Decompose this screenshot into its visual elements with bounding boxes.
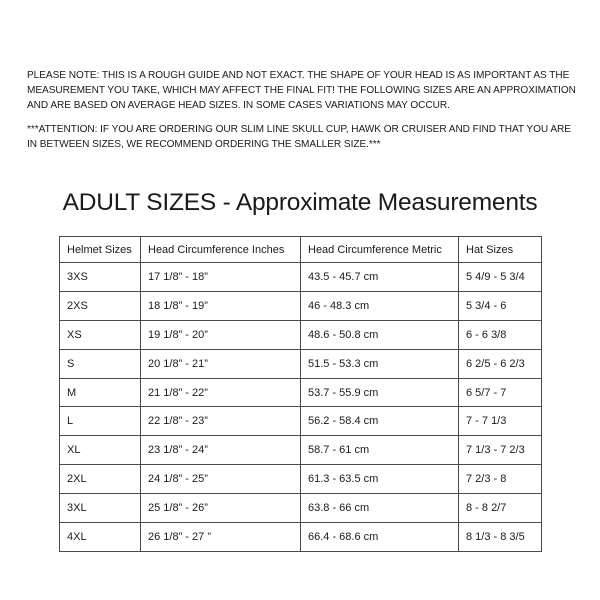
table-row <box>60 291 542 320</box>
helmet-size-cell: 3XL <box>60 494 141 523</box>
inches-cell: 18 1/8” - 19” <box>141 291 301 320</box>
metric-cell: 63.8 - 66 cm <box>301 494 459 523</box>
helmet-size-cell: 2XS <box>60 291 141 320</box>
helmet-size-cell: S <box>60 349 141 378</box>
hat-size-cell: 7 1/3 - 7 2/3 <box>459 436 542 465</box>
metric-cell: 53.7 - 55.9 cm <box>301 378 459 407</box>
inches-cell: 24 1/8” - 25” <box>141 465 301 494</box>
inches-cell: 22 1/8” - 23” <box>141 407 301 436</box>
hat-size-cell: 7 - 7 1/3 <box>459 407 542 436</box>
inches-cell: 19 1/8” - 20” <box>141 320 301 349</box>
metric-cell: 56.2 - 58.4 cm <box>301 407 459 436</box>
header-helmet-sizes: Helmet Sizes <box>60 237 141 263</box>
helmet-size-cell: XS <box>60 320 141 349</box>
hat-size-cell: 6 - 6 3/8 <box>459 320 542 349</box>
inches-cell: 20 1/8” - 21” <box>141 349 301 378</box>
metric-cell: 58.7 - 61 cm <box>301 436 459 465</box>
table-row <box>60 407 542 436</box>
header-circumference-metric: Head Circumference Metric <box>301 237 459 263</box>
inches-cell: 21 1/8” - 22” <box>141 378 301 407</box>
hat-size-cell: 6 2/5 - 6 2/3 <box>459 349 542 378</box>
helmet-size-cell: 3XS <box>60 263 141 292</box>
helmet-size-cell: L <box>60 407 141 436</box>
inches-cell: 17 1/8” - 18” <box>141 263 301 292</box>
metric-cell: 51.5 - 53.3 cm <box>301 349 459 378</box>
header-circumference-inches: Head Circumference Inches <box>141 237 301 263</box>
hat-size-cell: 7 2/3 - 8 <box>459 465 542 494</box>
header-hat-sizes: Hat Sizes <box>459 237 542 263</box>
size-chart-table <box>59 236 542 552</box>
metric-cell: 66.4 - 68.6 cm <box>301 523 459 552</box>
inches-cell: 23 1/8” - 24” <box>141 436 301 465</box>
hat-size-cell: 6 5/7 - 7 <box>459 378 542 407</box>
hat-size-cell: 8 1/3 - 8 3/5 <box>459 523 542 552</box>
table-row <box>60 320 542 349</box>
table-header-row <box>60 237 542 263</box>
inches-cell: 25 1/8” - 26” <box>141 494 301 523</box>
metric-cell: 61.3 - 63.5 cm <box>301 465 459 494</box>
helmet-size-cell: M <box>60 378 141 407</box>
hat-size-cell: 5 3/4 - 6 <box>459 291 542 320</box>
table-row <box>60 349 542 378</box>
attention-note: ***ATTENTION: IF YOU ARE ORDERING OUR SLIM LINE SKULL CUP, HAWK OR CRUISER AND FIND THAT YOU ARE IN BETWEEN SIZES, WE RECOMMEND ORDERING THE SMALLER SIZE.*** <box>27 124 571 151</box>
hat-size-cell: 8 - 8 2/7 <box>459 494 542 523</box>
table-row <box>60 378 542 407</box>
table-row <box>60 465 542 494</box>
helmet-size-cell: 2XL <box>60 465 141 494</box>
hat-size-cell: 5 4/9 - 5 3/4 <box>459 263 542 292</box>
page-title: ADULT SIZES - Approximate Measurements <box>62 189 538 216</box>
helmet-size-cell: XL <box>60 436 141 465</box>
helmet-size-cell: 4XL <box>60 523 141 552</box>
inches-cell: 26 1/8” - 27 ” <box>141 523 301 552</box>
table-row <box>60 436 542 465</box>
metric-cell: 43.5 - 45.7 cm <box>301 263 459 292</box>
table-row <box>60 523 542 552</box>
table-row <box>60 494 542 523</box>
table-row <box>60 263 542 292</box>
metric-cell: 46 - 48.3 cm <box>301 291 459 320</box>
metric-cell: 48.6 - 50.8 cm <box>301 320 459 349</box>
disclaimer-note: PLEASE NOTE: THIS IS A ROUGH GUIDE AND NOT EXACT. THE SHAPE OF YOUR HEAD IS AS IMPORTANT AS THE MEASUREMENT YOU TAKE, WHICH MAY AFFECT THE FINAL FIT! THE FOLLOWING SIZES ARE AN APPROXIMATION AND ARE BASED ON AVERAGE HEAD SIZES. IN SOME CASES VARIATIONS MAY OCCUR. <box>27 70 576 112</box>
